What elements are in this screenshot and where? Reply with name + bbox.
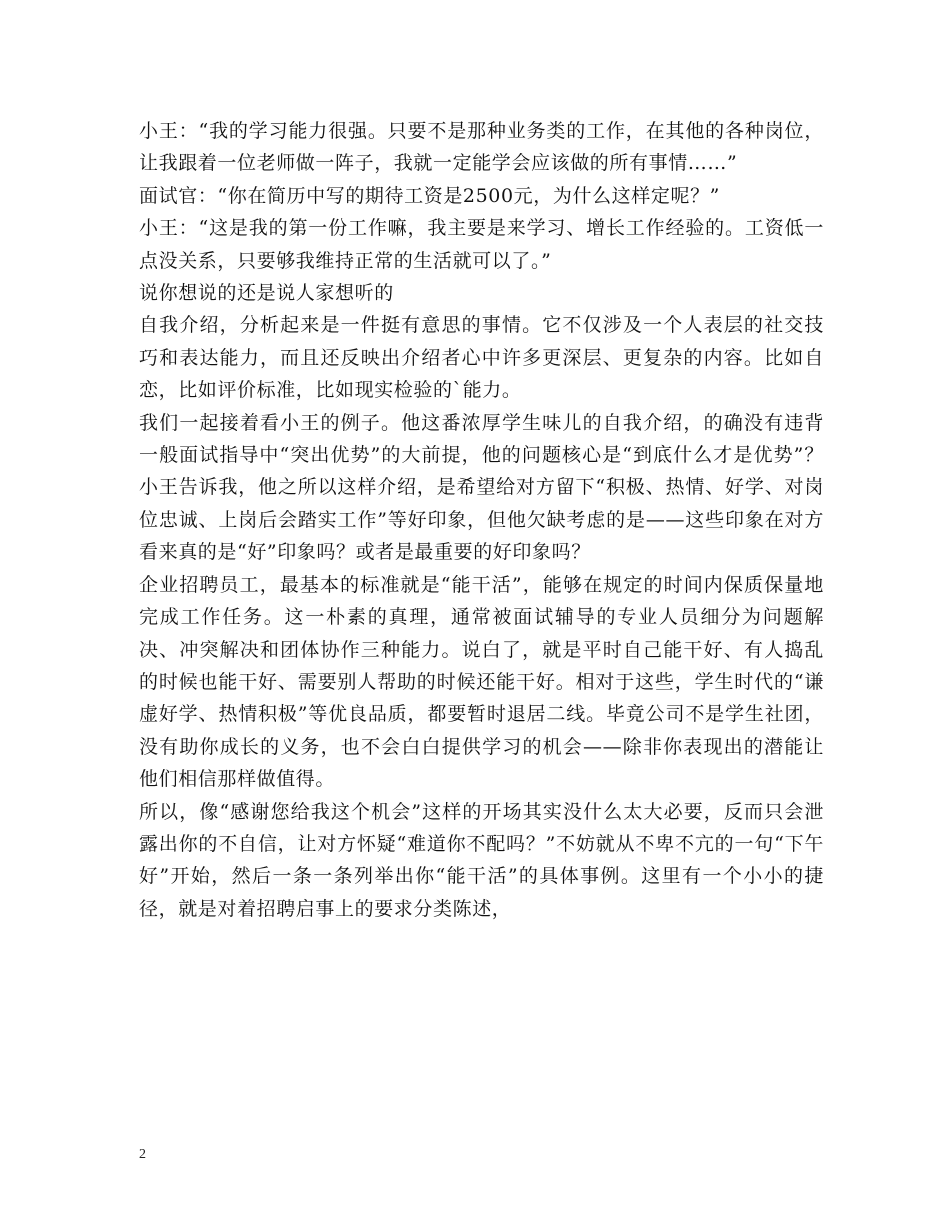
dialogue-paragraph-2: 面试官：“你在简历中写的期待工资是2500元，为什么这样定呢？”: [139, 184, 720, 207]
dialogue-paragraph-3: 小王：“这是我的第一份工作嘛，我主要是来学习、增长工作经验的。工资低一点没关系，只要够我维持正常的生活就可以了。”: [139, 217, 824, 272]
paragraph: 企业招聘员工，最基本的标准就是“能干活”，能够在规定的时间内保质保量地完成工作任务。这一朴素的真理，通常被面试辅导的专业人员细分为问题解决、冲突解决和团体协作三种能力。说白了，就是平时自己能干好、有人捣乱的时候也能干好、需要别人帮助的时候还能干好。相对于这些，学生时代的“谦虚好学、热情积极”等优良品质，都要暂时退居二线。毕竟公司不是学生社团，没有助你成长的义务，也不会白白提供学习的机会——除非你表现出的潜能让他们相信那样做值得。: [139, 573, 824, 791]
body-text: [139, 115, 824, 925]
paragraph: 我们一起接着看小王的例子。他这番浓厚学生味儿的自我介绍，的确没有违背一般面试指导中“突出优势”的大前提，他的问题核心是“到底什么才是优势”？小王告诉我，他之所以这样介绍，是希望给对方留下“积极、热情、好学、对岗位忠诚、上岗后会踏实工作”等好印象，但他欠缺考虑的是——这些印象在对方看来真的是“好”印象吗？或者是最重要的好印象吗？: [139, 411, 824, 564]
section-heading: 说你想说的还是说人家想听的: [139, 282, 394, 305]
page-number: 2: [139, 1147, 146, 1162]
paragraph: 所以，像“感谢您给我这个机会”这样的开场其实没什么太大必要，反而只会泄露出你的不自信，让对方怀疑“难道你不配吗？”不妨就从不卑不亢的一句“下午好”开始，然后一条一条列举出你“能干活”的具体事例。这里有一个小小的捷径，就是对着招聘启事上的要求分类陈述，: [139, 800, 824, 920]
dialogue-paragraph-1: 小王：“我的学习能力很强。只要不是那种业务类的工作，在其他的各种岗位，让我跟着一位老师做一阵子，我就一定能学会应该做的所有事情……”: [139, 120, 824, 175]
paragraph: 自我介绍，分析起来是一件挺有意思的事情。它不仅涉及一个人表层的社交技巧和表达能力，而且还反映出介绍者心中许多更深层、更复杂的内容。比如自恋，比如评价标准，比如现实检验的`能力。: [139, 314, 824, 402]
